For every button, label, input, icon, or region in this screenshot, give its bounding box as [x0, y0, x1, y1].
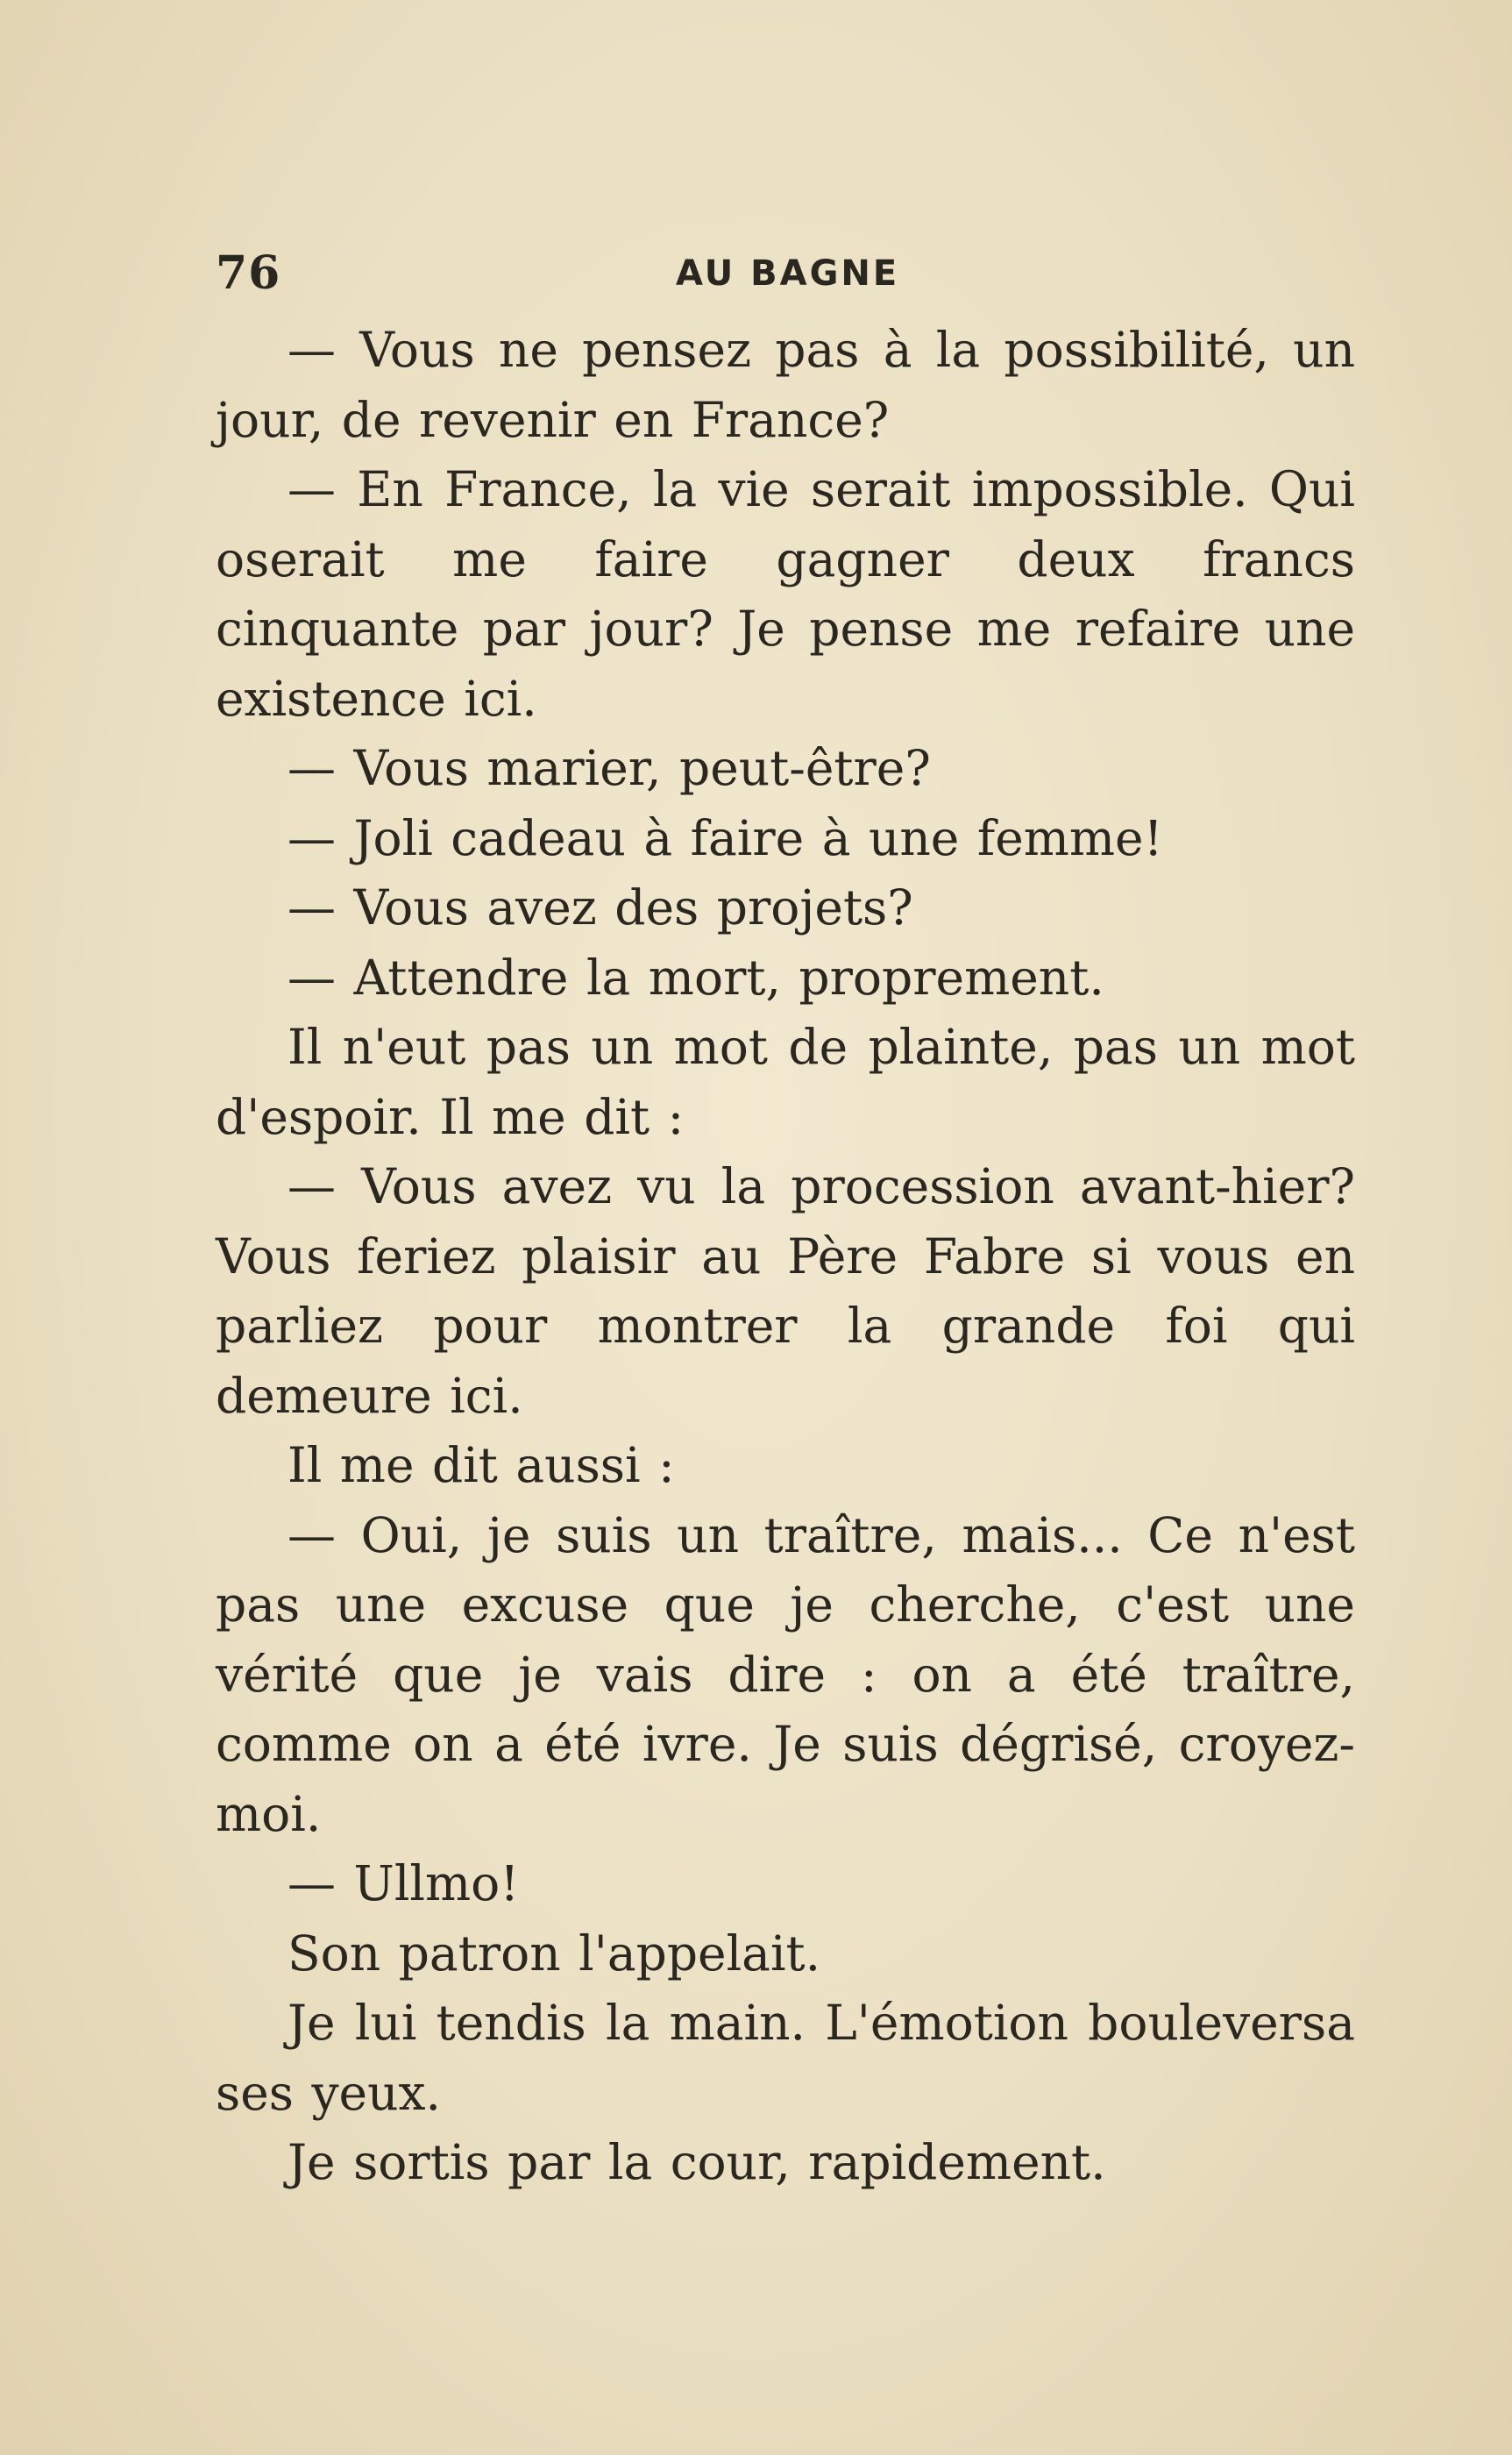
- paragraph: Il me dit aussi :: [287, 1437, 675, 1493]
- paragraph: — Joli cadeau à faire à une femme!: [287, 809, 1163, 866]
- paragraph: — Vous avez vu la procession avant-hier? Vous feriez plaisir au Père Fabre si vous en parliez pour montrer la grande foi qui demeure ici.: [216, 1158, 1355, 1424]
- paragraph: — Vous marier, peut-être?: [287, 740, 931, 796]
- running-title: AU BAGNE: [676, 253, 900, 294]
- paragraph: — Attendre la mort, proprement.: [287, 949, 1104, 1006]
- paragraph: — Vous avez des projets?: [287, 879, 913, 936]
- paragraph: — Oui, je suis un traître, mais... Ce n'est pas une excuse que je cherche, c'est une vérité que je vais dire : on a été traître, comme on a été ivre. Je suis dégrisé, croyez-moi.: [216, 1506, 1355, 1842]
- paragraph: — Vous ne pensez pas à la possibilité, un jour, de revenir en France?: [216, 322, 1355, 448]
- paragraph: Il n'eut pas un mot de plainte, pas un mot d'espoir. Il me dit :: [216, 1019, 1355, 1145]
- page-header: [216, 238, 1355, 309]
- paragraph: — En France, la vie serait impossible. Qui oserait me faire gagner deux francs cinquante par jour? Je pense me refaire une existence ici.: [216, 461, 1355, 727]
- body-text: [216, 316, 1355, 2198]
- paragraph: Je lui tendis la main. L'émotion bouleversa ses yeux.: [216, 1995, 1355, 2121]
- paragraph: Je sortis par la cour, rapidement.: [287, 2134, 1106, 2190]
- page-number: 76: [216, 246, 281, 300]
- paragraph: Son patron l'appelait.: [287, 1925, 821, 1982]
- paragraph: — Ullmo!: [287, 1855, 520, 1911]
